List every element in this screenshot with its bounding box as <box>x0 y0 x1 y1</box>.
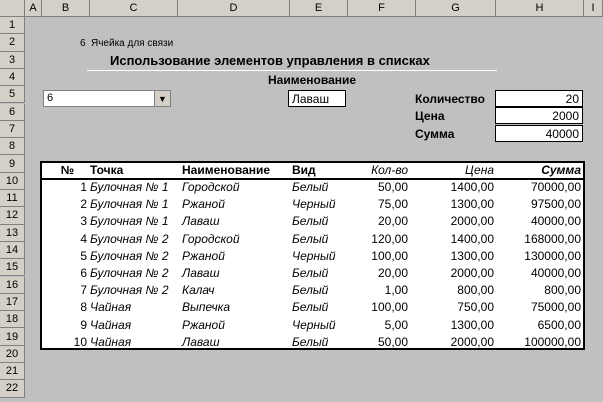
table-cell-price[interactable]: 2000,00 <box>450 266 494 280</box>
table-cell-sum[interactable]: 97500,00 <box>530 197 581 212</box>
table-cell-point[interactable]: Булочная № 1 <box>90 180 169 194</box>
column-header-g[interactable]: G <box>416 0 496 17</box>
table-cell-kind[interactable]: Белый <box>292 300 329 315</box>
table-cell-kind[interactable]: Белый <box>292 231 329 246</box>
column-header-e[interactable]: E <box>290 0 348 17</box>
row-header-18[interactable]: 18 <box>0 311 25 328</box>
row-header-16[interactable]: 16 <box>0 277 25 294</box>
table-cell-qty[interactable]: 100,00 <box>371 248 408 263</box>
table-cell-num[interactable]: 3 <box>80 214 87 229</box>
row-header-19[interactable]: 19 <box>0 328 25 345</box>
table-cell-sum[interactable]: 40000,00 <box>530 214 581 229</box>
table-cell-name[interactable]: Городской <box>182 231 240 246</box>
table-cell-kind[interactable]: Белый <box>292 214 329 229</box>
row-header-5[interactable]: 5 <box>0 86 25 103</box>
column-header-b[interactable]: B <box>42 0 90 17</box>
row-header-21[interactable]: 21 <box>0 363 25 380</box>
table-cell-point[interactable]: Булочная № 1 <box>90 214 169 229</box>
table-cell-price[interactable]: 1400,00 <box>450 180 494 194</box>
select-all-corner[interactable] <box>0 0 25 17</box>
table-cell-kind[interactable]: Черный <box>292 248 336 263</box>
table-cell-qty[interactable]: 20,00 <box>377 266 408 280</box>
table-cell-point[interactable]: Чайная <box>90 300 132 315</box>
table-cell-name[interactable]: Ржаной <box>182 197 225 212</box>
row-header-4[interactable]: 4 <box>0 69 25 86</box>
table-cell-num[interactable]: 8 <box>80 300 87 315</box>
header-num[interactable]: № <box>60 163 74 177</box>
table-cell-kind[interactable]: Белый <box>292 283 329 298</box>
header-price[interactable]: Цена <box>465 163 494 177</box>
price-value[interactable]: 2000 <box>495 107 583 124</box>
table-cell-name[interactable]: Ржаной <box>182 317 225 332</box>
table-cell-point[interactable]: Булочная № 1 <box>90 197 169 212</box>
table-cell-qty[interactable]: 50,00 <box>377 180 408 194</box>
table-cell-name[interactable]: Выпечка <box>182 300 230 315</box>
header-kind[interactable]: Вид <box>292 163 316 177</box>
table-cell-num[interactable]: 4 <box>80 231 87 246</box>
table-cell-kind[interactable]: Черный <box>292 317 336 332</box>
price-label[interactable]: Цена <box>415 109 445 123</box>
table-cell-num[interactable]: 6 <box>80 266 87 280</box>
table-cell-price[interactable]: 750,00 <box>457 300 494 315</box>
link-cell-value[interactable]: 6 <box>80 38 86 49</box>
table-cell-num[interactable]: 2 <box>80 197 87 212</box>
quantity-value[interactable]: 20 <box>495 90 583 107</box>
row-header-15[interactable]: 15 <box>0 259 25 276</box>
row-header-6[interactable]: 6 <box>0 104 25 121</box>
table-cell-point[interactable]: Булочная № 2 <box>90 283 169 298</box>
sum-label[interactable]: Сумма <box>415 127 455 141</box>
data-table <box>40 161 585 350</box>
table-cell-name[interactable]: Лаваш <box>182 214 220 229</box>
row-header-20[interactable]: 20 <box>0 346 25 363</box>
row-header-3[interactable]: 3 <box>0 52 25 69</box>
table-cell-sum[interactable]: 40000,00 <box>530 266 581 280</box>
link-cell-label[interactable]: Ячейка для связи <box>91 38 174 49</box>
table-cell-qty[interactable]: 5,00 <box>384 317 408 332</box>
table-cell-qty[interactable]: 50,00 <box>377 334 408 349</box>
row-header-17[interactable]: 17 <box>0 294 25 311</box>
table-cell-sum[interactable]: 75000,00 <box>530 300 581 315</box>
table-cell-sum[interactable]: 168000,00 <box>524 231 581 246</box>
table-cell-qty[interactable]: 1,00 <box>384 283 408 298</box>
chevron-down-icon[interactable]: ▼ <box>154 91 170 106</box>
item-combobox[interactable] <box>43 90 171 107</box>
table-cell-num[interactable]: 10 <box>73 334 87 349</box>
row-header-11[interactable]: 11 <box>0 190 25 207</box>
table-cell-price[interactable]: 2000,00 <box>450 334 494 349</box>
table-cell-sum[interactable]: 800,00 <box>544 283 581 298</box>
table-cell-name[interactable]: Калач <box>182 283 215 298</box>
column-header-f[interactable]: F <box>348 0 416 17</box>
header-sum[interactable]: Сумма <box>541 163 581 177</box>
table-cell-kind[interactable]: Белый <box>292 266 329 280</box>
combobox-value: 6 <box>47 92 54 104</box>
table-cell-num[interactable]: 9 <box>80 317 87 332</box>
column-header-d[interactable]: D <box>178 0 290 17</box>
table-cell-price[interactable]: 1300,00 <box>450 248 494 263</box>
table-cell-qty[interactable]: 20,00 <box>377 214 408 229</box>
table-cell-point[interactable]: Чайная <box>90 334 132 349</box>
quantity-label[interactable]: Количество <box>415 92 485 106</box>
column-header-h[interactable]: H <box>496 0 584 17</box>
title-underline <box>87 70 497 71</box>
column-header-c[interactable]: C <box>90 0 178 17</box>
header-point[interactable]: Точка <box>90 163 124 177</box>
table-cell-name[interactable]: Ржаной <box>182 248 225 263</box>
table-cell-point[interactable]: Булочная № 2 <box>90 266 169 280</box>
row-header-8[interactable]: 8 <box>0 138 25 155</box>
row-header-2[interactable]: 2 <box>0 34 25 51</box>
row-header-12[interactable]: 12 <box>0 207 25 224</box>
table-cell-num[interactable]: 1 <box>80 180 87 194</box>
table-cell-name[interactable]: Лаваш <box>182 334 220 349</box>
table-cell-point[interactable]: Булочная № 2 <box>90 248 169 263</box>
table-cell-price[interactable]: 800,00 <box>457 283 494 298</box>
row-header-13[interactable]: 13 <box>0 225 25 242</box>
row-header-9[interactable]: 9 <box>0 155 25 172</box>
row-header-14[interactable]: 14 <box>0 242 25 259</box>
column-header-i[interactable]: I <box>584 0 603 17</box>
row-header-10[interactable]: 10 <box>0 173 25 190</box>
table-cell-price[interactable]: 1300,00 <box>450 317 494 332</box>
row-header-22[interactable]: 22 <box>0 380 25 397</box>
table-cell-name[interactable]: Лаваш <box>182 266 220 280</box>
table-cell-num[interactable]: 7 <box>80 283 87 298</box>
table-cell-sum[interactable]: 70000,00 <box>530 180 581 194</box>
table-cell-qty[interactable]: 120,00 <box>371 231 408 246</box>
sum-value[interactable]: 40000 <box>495 125 583 142</box>
table-cell-qty[interactable]: 100,00 <box>371 300 408 315</box>
table-cell-point[interactable]: Булочная № 2 <box>90 231 169 246</box>
name-value-cell[interactable]: Лаваш <box>288 90 346 107</box>
table-cell-kind[interactable]: Черный <box>292 197 336 212</box>
header-qty[interactable]: Кол-во <box>371 163 408 177</box>
table-cell-price[interactable]: 2000,00 <box>450 214 494 229</box>
page-title[interactable]: Использование элементов управления в списках <box>110 53 430 68</box>
table-cell-num[interactable]: 5 <box>80 248 87 263</box>
column-header-a[interactable]: A <box>25 0 42 17</box>
table-cell-price[interactable]: 1400,00 <box>450 231 494 246</box>
table-cell-price[interactable]: 1300,00 <box>450 197 494 212</box>
table-cell-sum[interactable]: 100000,00 <box>524 334 581 349</box>
row-header-1[interactable]: 1 <box>0 17 25 34</box>
row-header-7[interactable]: 7 <box>0 121 25 138</box>
table-cell-sum[interactable]: 6500,00 <box>537 317 581 332</box>
header-name[interactable]: Наименование <box>182 163 271 177</box>
table-cell-name[interactable]: Городской <box>182 180 240 194</box>
table-cell-point[interactable]: Чайная <box>90 317 132 332</box>
table-cell-qty[interactable]: 75,00 <box>377 197 408 212</box>
table-cell-sum[interactable]: 130000,00 <box>524 248 581 263</box>
table-cell-kind[interactable]: Белый <box>292 334 329 349</box>
table-cell-kind[interactable]: Белый <box>292 180 329 194</box>
name-label[interactable]: Наименование <box>268 73 357 87</box>
